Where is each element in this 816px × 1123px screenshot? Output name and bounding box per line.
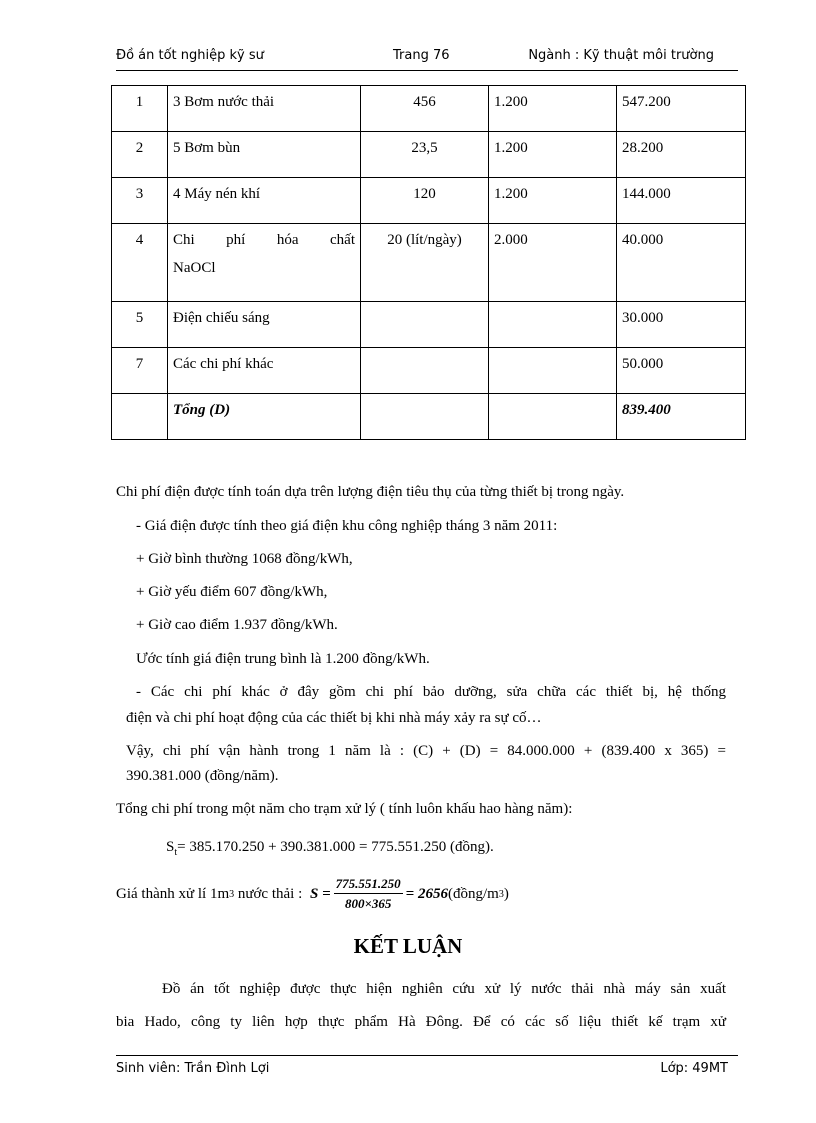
table-cell: 23,5 — [361, 132, 489, 178]
unit-price-line — [116, 874, 509, 914]
table-row — [112, 302, 746, 348]
table-cell: 40.000 — [617, 224, 746, 302]
table-cell — [489, 394, 617, 440]
row4-description-line1: Chi phí hóa chất — [173, 232, 355, 248]
formula-lhs: S = — [310, 885, 331, 902]
table-cell — [112, 394, 168, 440]
total-cost-equation — [166, 839, 494, 858]
paragraph: - Các chi phí khác ở đây gồm chi phí bảo dưỡng, sửa chữa các thiết bị, hệ thống — [136, 684, 726, 700]
table-cell: 5 Bơm bùn — [168, 132, 361, 178]
paragraph: Tổng chi phí trong một năm cho trạm xử lý ( tính luôn khấu hao hàng năm): — [116, 801, 573, 817]
table-cell: 20 (lít/ngày) — [361, 224, 489, 302]
table-cell: 5 — [112, 302, 168, 348]
st-symbol: S — [166, 839, 175, 855]
header-major: Ngành : Kỹ thuật môi trường — [528, 48, 714, 63]
total-value: 839.400 — [617, 394, 746, 440]
formula-numerator: 775.551.250 — [334, 876, 403, 894]
table-cell: 144.000 — [617, 178, 746, 224]
table-cell: 28.200 — [617, 132, 746, 178]
table-total-row — [112, 394, 746, 440]
formula-unit-end: ) — [503, 885, 509, 902]
paragraph: Ước tính giá điện trung bình là 1.200 đồng/kWh. — [136, 651, 430, 667]
paragraph: 390.381.000 (đồng/năm). — [126, 768, 279, 784]
table-cell: 2 — [112, 132, 168, 178]
table-cell: 3 — [112, 178, 168, 224]
table-cell — [489, 348, 617, 394]
table-row — [112, 348, 746, 394]
table-cell: 456 — [361, 86, 489, 132]
table-cell: 50.000 — [617, 348, 746, 394]
unit-price-label-end: nước thải : — [234, 885, 307, 902]
paragraph: + Giờ cao điểm 1.937 đồng/kWh. — [136, 617, 338, 633]
table-cell: 1.200 — [489, 132, 617, 178]
table-cell — [361, 394, 489, 440]
table-cell: 3 Bơm nước thải — [168, 86, 361, 132]
total-label: Tổng (D) — [168, 394, 361, 440]
formula-fraction — [334, 876, 403, 912]
page-footer — [116, 1055, 738, 1082]
paragraph: điện và chi phí hoạt động của các thiết bị khi nhà máy xảy ra sự cố… — [126, 710, 542, 726]
table-row — [112, 132, 746, 178]
table-cell: 30.000 — [617, 302, 746, 348]
table-cell: 1 — [112, 86, 168, 132]
table-cell: 4 Máy nén khí — [168, 178, 361, 224]
unit-price-label: Giá thành xử lí 1m — [116, 885, 230, 902]
header-document-title: Đồ án tốt nghiệp kỹ sư — [116, 48, 264, 63]
table-row — [112, 178, 746, 224]
row4-description-line2: NaOCl — [173, 260, 216, 276]
table-cell: Điện chiếu sáng — [168, 302, 361, 348]
table-cell: 4 — [112, 224, 168, 302]
table-cell — [489, 302, 617, 348]
conclusion-paragraph: bia Hado, công ty liên hợp thực phẩm Hà Đông. Để có các số liệu thiết kế trạm xử — [116, 1014, 726, 1030]
operating-cost-table — [111, 85, 746, 440]
table-cell: 547.200 — [617, 86, 746, 132]
footer-student: Sinh viên: Trần Đình Lợi — [116, 1061, 270, 1076]
formula-unit-sup: 3 — [498, 888, 504, 900]
paragraph: Vậy, chi phí vận hành trong 1 năm là : (C) + (D) = 84.000.000 + (839.400 x 365) = — [126, 743, 726, 759]
page-header — [116, 48, 738, 71]
conclusion-title: KẾT LUẬN — [353, 934, 463, 958]
header-page-number: Trang 76 — [393, 48, 450, 63]
formula-unit: (đồng/m — [447, 885, 499, 902]
st-subscript: t — [174, 847, 178, 858]
paragraph: + Giờ bình thường 1068 đồng/kWh, — [136, 551, 353, 567]
table-cell — [361, 348, 489, 394]
paragraph: + Giờ yếu điểm 607 đồng/kWh, — [136, 584, 328, 600]
table-cell: 120 — [361, 178, 489, 224]
formula-result: = 2656 — [405, 885, 448, 902]
table-cell: Các chi phí khác — [168, 348, 361, 394]
table-cell — [168, 224, 361, 302]
table-row — [112, 224, 746, 302]
st-equation: = 385.170.250 + 390.381.000 = 775.551.250 (đồng). — [177, 839, 494, 855]
table-cell — [361, 302, 489, 348]
table-cell: 1.200 — [489, 86, 617, 132]
paragraph: Chi phí điện được tính toán dựa trên lượng điện tiêu thụ của từng thiết bị trong ngày. — [116, 484, 625, 500]
table-cell: 1.200 — [489, 178, 617, 224]
table-cell: 2.000 — [489, 224, 617, 302]
table-row — [112, 86, 746, 132]
unit-price-sup: 3 — [229, 888, 235, 900]
formula-denominator: 800×365 — [344, 896, 392, 911]
footer-class: Lớp: 49MT — [660, 1061, 728, 1076]
paragraph: - Giá điện được tính theo giá điện khu công nghiệp tháng 3 năm 2011: — [136, 518, 558, 534]
table-cell: 7 — [112, 348, 168, 394]
conclusion-paragraph: Đồ án tốt nghiệp được thực hiện nghiên cứu xử lý nước thải nhà máy sản xuất — [162, 981, 726, 997]
